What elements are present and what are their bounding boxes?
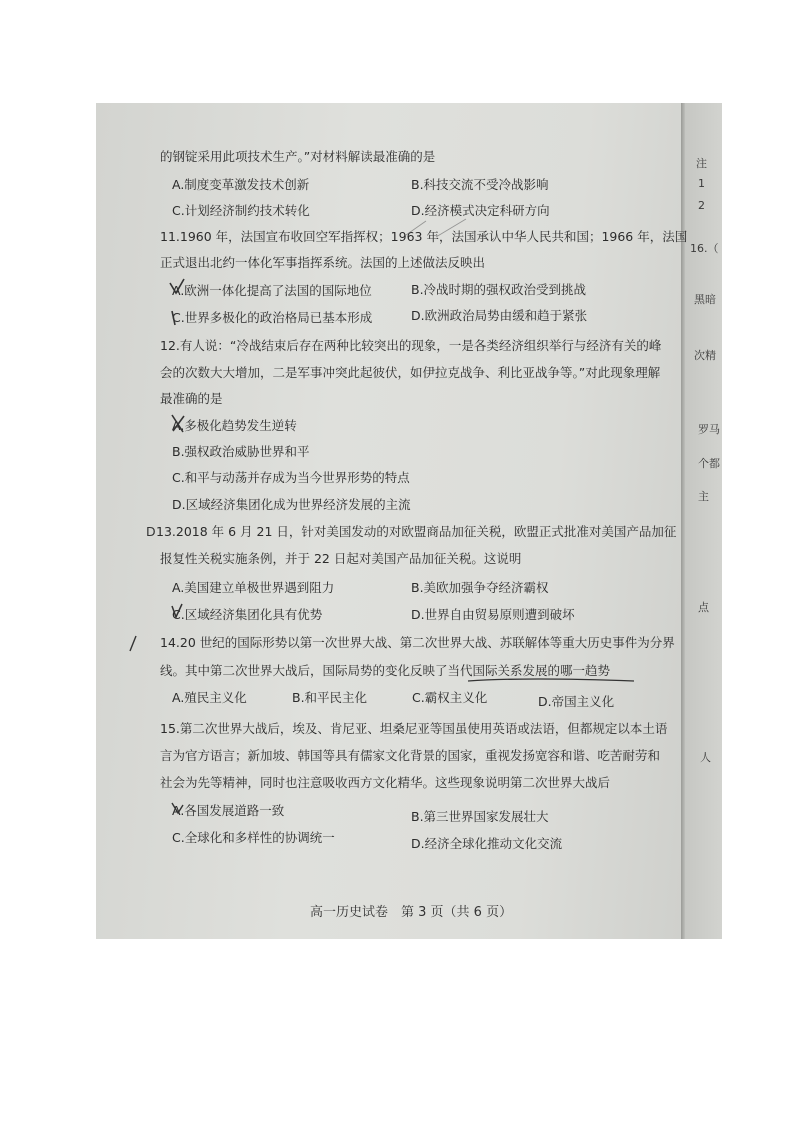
- side-text: 2: [698, 199, 705, 212]
- photo-of-exam-page: [96, 103, 722, 939]
- side-text: 人: [700, 751, 711, 764]
- handwritten-answer-mark: D: [146, 524, 156, 539]
- pen-check-mark: [168, 799, 190, 839]
- option-b: B.科技交流不受冷战影响: [411, 177, 549, 192]
- question-13: 13.2018 年 6 月 21 日，针对美国发动的对欧盟商品加征关税，欧盟正式批准对美国产品加征: [156, 524, 677, 539]
- question-text: 报复性关税实施条例，并于 22 日起对美国产品加征关税。这说明: [160, 551, 522, 566]
- option-c: C.区域经济集团化具有优势: [172, 607, 323, 622]
- option-b: B.第三世界国家发展壮大: [411, 809, 549, 824]
- question-15: 15.第二次世界大战后，埃及、肯尼亚、坦桑尼亚等国虽使用英语或法语，但都规定以本土语: [160, 721, 668, 736]
- option-b: B.美欧加强争夺经济霸权: [411, 580, 549, 595]
- option-b: B.冷战时期的强权政治受到挑战: [411, 282, 587, 297]
- question-text: 的钢锭采用此项技术生产。”对材料解读最准确的是: [160, 149, 436, 164]
- side-text: 注: [696, 157, 707, 170]
- side-text: 黑暗: [694, 293, 716, 306]
- pen-scribble: [396, 215, 596, 241]
- question-text: 最准确的是: [160, 391, 223, 406]
- side-text: 罗马: [698, 423, 720, 436]
- pen-stroke-mark: [126, 633, 140, 655]
- pen-check-mark: [168, 601, 190, 625]
- option-a: A.美国建立单极世界遇到阻力: [172, 580, 335, 595]
- option-c: C.世界多极化的政治格局已基本形成: [172, 310, 373, 325]
- question-text: 正式退出北约一体化军事指挥系统。法国的上述做法反映出: [160, 255, 486, 270]
- option-a: A.殖民主义化: [172, 690, 247, 705]
- option-b: B.和平民主化: [292, 690, 368, 705]
- question-14: 14.20 世纪的国际形势以第一次世界大战、第二次世界大战、苏联解体等重大历史事件为分界: [160, 635, 675, 650]
- option-a: A.欧洲一体化提高了法国的国际地位: [172, 283, 372, 298]
- option-d: D.欧洲政治局势由缓和趋于紧张: [411, 308, 588, 323]
- question-11: 11.1960 年，法国宣布收回空军指挥权；1963 年，法国承认中华人民共和国；1966 年，法国: [160, 229, 688, 244]
- option-a: A.多极化趋势发生逆转: [172, 418, 297, 433]
- question-text: 社会为先等精神，同时也注意吸收西方文化精华。这些现象说明第二次世界大战后: [160, 775, 611, 790]
- option-d: D.帝国主义化: [538, 694, 615, 709]
- question-text: 会的次数大大增加，二是军事冲突此起彼伏，如伊拉克战争、利比亚战争等。”对此现象理解: [160, 365, 661, 380]
- pen-check-mark: [166, 277, 190, 337]
- side-text: 次精: [694, 349, 716, 362]
- pen-cross-mark: [168, 412, 190, 436]
- question-text: 线。其中第二次世界大战后，国际局势的变化反映了当代国际关系发展的哪一趋势: [160, 663, 611, 678]
- option-d: D.经济全球化推动文化交流: [411, 836, 563, 851]
- adjacent-page-edge: [685, 103, 722, 939]
- option-b: B.强权政治威胁世界和平: [172, 444, 310, 459]
- side-text: 点: [698, 601, 709, 614]
- question-text: 言为官方语言；新加坡、韩国等具有儒家文化背景的国家，重视发扬宽容和谐、吃苦耐劳和: [160, 748, 661, 763]
- question-12: 12.有人说：“冷战结束后存在两种比较突出的现象，一是各类经济组织举行与经济有关的峰: [160, 338, 662, 353]
- option-a: A.制度变革激发技术创新: [172, 177, 310, 192]
- option-c: C.计划经济制约技术转化: [172, 203, 310, 218]
- option-d: D.世界自由贸易原则遭到破坏: [411, 607, 575, 622]
- option-c: C.全球化和多样性的协调统一: [172, 830, 335, 845]
- option-c: C.和平与动荡并存成为当今世界形势的特点: [172, 470, 410, 485]
- option-d: D.区域经济集团化成为世界经济发展的主流: [172, 497, 411, 512]
- option-d: D.经济模式决定科研方向: [411, 203, 550, 218]
- side-text: 16.（: [690, 242, 719, 255]
- page-footer: 高一历史试卷 第 3 页（共 6 页）: [310, 905, 513, 920]
- side-text: 主: [698, 490, 709, 503]
- side-text: 1: [698, 177, 705, 190]
- option-a: A.各国发展道路一致: [172, 803, 285, 818]
- option-c: C.霸权主义化: [412, 690, 488, 705]
- pen-underline: [466, 675, 636, 685]
- side-text: 个都: [698, 457, 720, 470]
